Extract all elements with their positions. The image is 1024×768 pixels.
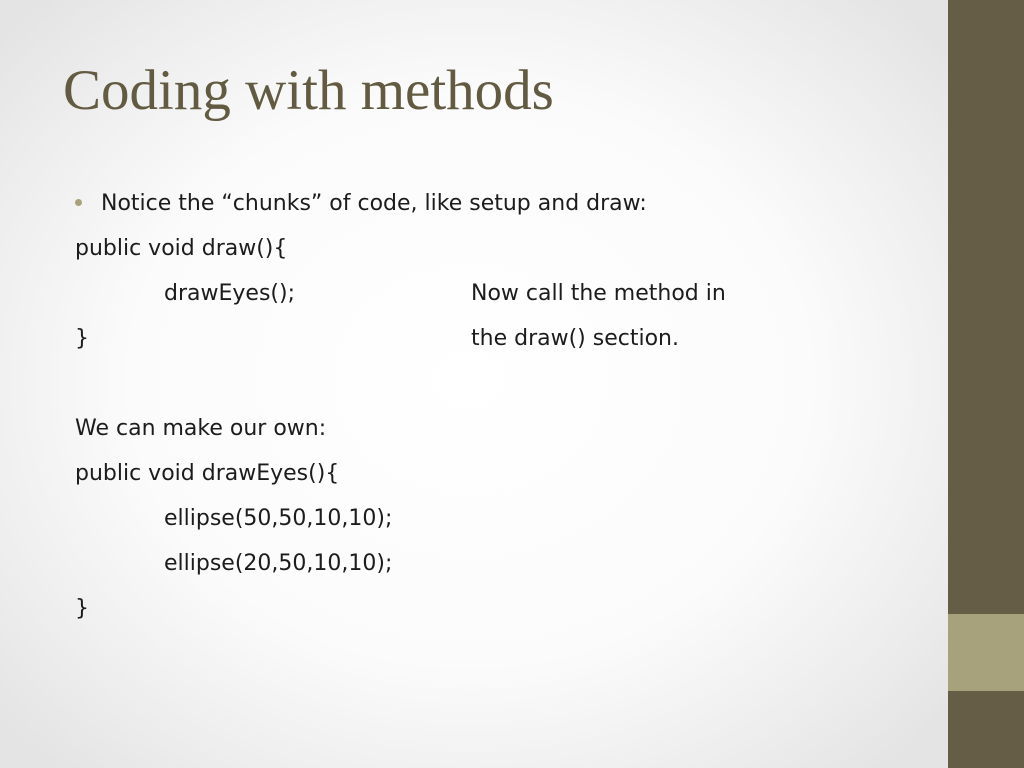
- code-line: [75, 541, 935, 586]
- code-text: drawEyes();: [164, 281, 295, 306]
- code-line: [75, 586, 935, 631]
- spacer: [75, 361, 935, 406]
- code-line: [75, 226, 935, 271]
- code-text: }: [75, 326, 89, 351]
- bullet-item: [75, 181, 935, 226]
- code-text: ellipse(50,50,10,10);: [164, 506, 393, 531]
- code-line: [75, 271, 935, 316]
- code-line: [75, 496, 935, 541]
- body-line: [75, 406, 935, 451]
- code-line: [75, 316, 935, 361]
- code-text: ellipse(20,50,10,10);: [164, 551, 393, 576]
- code-text: public void draw(){: [75, 236, 288, 261]
- slide-body: [75, 181, 935, 631]
- bullet-text: Notice the “chunks” of code, like setup and draw:: [101, 191, 647, 216]
- annotation-text: the draw() section.: [471, 326, 679, 351]
- intro-text: We can make our own:: [75, 416, 327, 441]
- bullet-icon: [75, 199, 82, 206]
- code-text: public void drawEyes(){: [75, 461, 340, 486]
- code-line: [75, 451, 935, 496]
- code-text: }: [75, 596, 89, 621]
- slide-title: Coding with methods: [63, 59, 554, 122]
- annotation-text: Now call the method in: [471, 281, 726, 306]
- sidebar-accent-block: [948, 614, 1024, 691]
